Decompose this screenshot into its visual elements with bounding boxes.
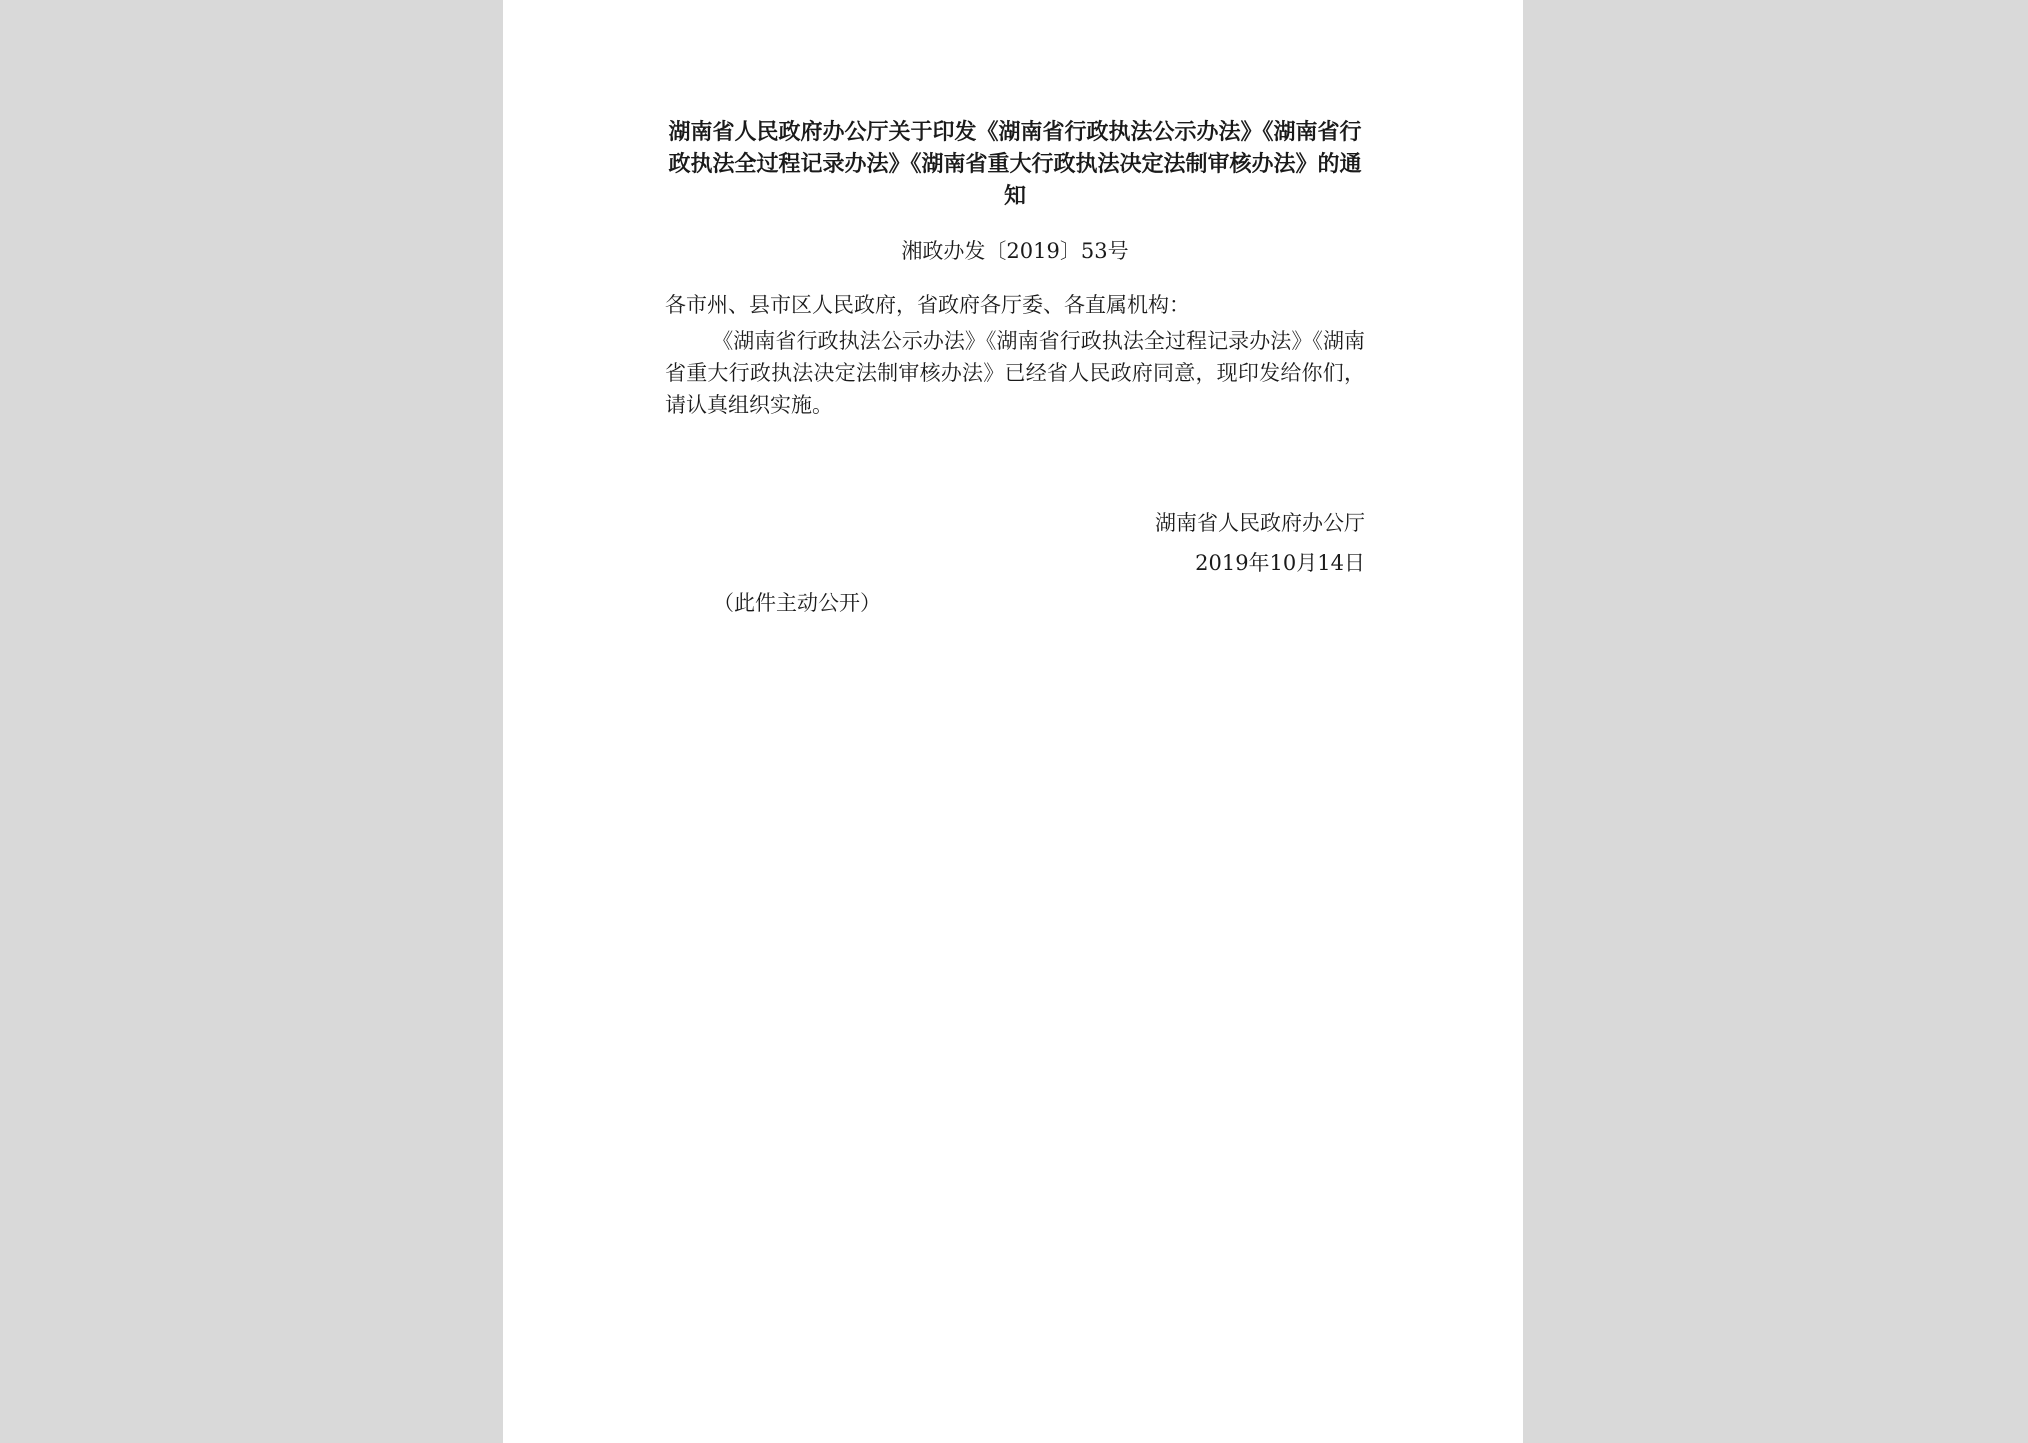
salutation: 各市州、县市区人民政府，省政府各厅委、各直属机构：	[665, 293, 1190, 317]
document-content	[665, 117, 1365, 619]
issue-date: 2019年10月14日	[1195, 551, 1365, 575]
body-paragraph: 《湖南省行政执法公示办法》《湖南省行政执法全过程记录办法》《湖南省重大行政执法决定法制审核办法》已经省人民政府同意，现印发给你们，请认真组织实施。	[665, 329, 1365, 417]
disclosure-note: （此件主动公开）	[713, 591, 881, 615]
document-number: 湘政办发〔2019〕53号	[901, 239, 1129, 263]
issuer-signature: 湖南省人民政府办公厅	[1155, 511, 1365, 535]
document-page	[503, 0, 1523, 1443]
document-title: 湖南省人民政府办公厅关于印发《湖南省行政执法公示办法》《湖南省行政执法全过程记录办法》《湖南省重大行政执法决定法制审核办法》的通知	[668, 120, 1362, 209]
